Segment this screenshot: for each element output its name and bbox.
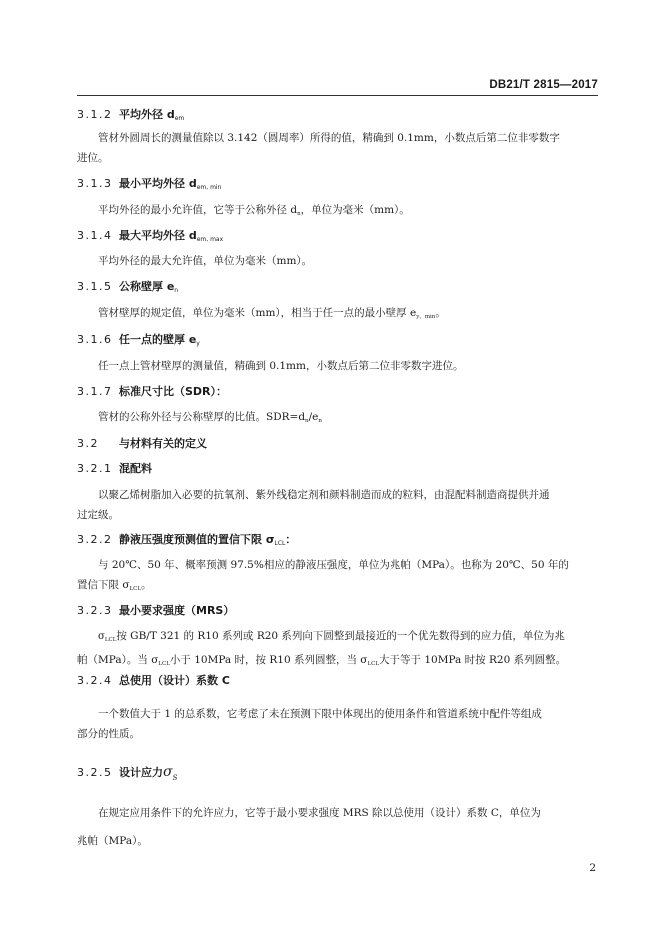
heading-number: 3.2.5 bbox=[77, 766, 113, 779]
paragraph-text: 平均外径的最小允许值，它等于公称外径 d bbox=[98, 204, 298, 216]
paragraph-text: 平均外径的最大允许值，单位为毫米（mm）。 bbox=[98, 255, 313, 267]
paragraph-3-1-5 bbox=[77, 303, 599, 327]
header-divider bbox=[77, 95, 598, 96]
heading-tail: ： bbox=[285, 533, 297, 546]
heading-3-2-4 bbox=[77, 674, 230, 688]
heading-title: 最大平均外径 d bbox=[119, 229, 197, 242]
paragraph-text: 大于等于 10MPa 时按 R20 系列圆整。 bbox=[379, 654, 567, 666]
heading-3-2-3 bbox=[77, 604, 234, 618]
subscript: y，min bbox=[416, 314, 436, 320]
paragraph-3-1-6 bbox=[77, 356, 599, 376]
subscript: n bbox=[318, 418, 322, 424]
standard-code: DB21/T 2815—2017 bbox=[489, 79, 598, 91]
subscript: LCL bbox=[129, 586, 142, 592]
subscript: LCL bbox=[158, 661, 170, 667]
paragraph-text: 小于 10MPa 时，按 R10 系列圆整，当 σ bbox=[169, 654, 368, 666]
heading-subscript: em bbox=[174, 115, 185, 122]
heading-number: 3.2.4 bbox=[77, 674, 113, 687]
heading-3-2 bbox=[77, 437, 207, 451]
paragraph-text: 按 GB/T 321 的 R10 系列或 R20 系列向下圆整到最接近的一个优先数得到的应力值，单位为兆 bbox=[116, 630, 565, 642]
heading-number: 3.2.2 bbox=[77, 533, 113, 546]
sigma-symbol: σ bbox=[98, 631, 105, 642]
paragraph-line: 进位。 bbox=[77, 152, 109, 164]
paragraph-3-2-2 bbox=[77, 555, 599, 599]
heading-title: 公称壁厚 e bbox=[119, 280, 175, 293]
heading-title: 混配料 bbox=[119, 462, 152, 475]
paragraph-line: 过定级。 bbox=[77, 509, 119, 521]
heading-number: 3.1.2 bbox=[77, 108, 113, 121]
heading-number: 3.1.7 bbox=[77, 385, 113, 398]
paragraph-3-1-7 bbox=[77, 407, 599, 431]
heading-subscript: em, min bbox=[196, 184, 222, 191]
paragraph-text: ，单位为毫米（mm）。 bbox=[300, 204, 410, 216]
heading-title: 任一点的壁厚 e bbox=[119, 333, 197, 346]
heading-number: 3.1.3 bbox=[77, 177, 113, 190]
paragraph-text: 管材的公称外径与公称壁厚的比值。SDR=d bbox=[98, 411, 306, 423]
subscript: n bbox=[297, 211, 301, 217]
heading-number: 3.2.3 bbox=[77, 604, 113, 617]
heading-3-1-4 bbox=[77, 229, 223, 247]
subscript: n bbox=[305, 418, 309, 424]
paragraph-3-1-4 bbox=[77, 251, 599, 271]
heading-3-1-2 bbox=[77, 108, 184, 126]
paragraph-text: /e bbox=[308, 411, 319, 423]
paragraph-text: 管材壁厚的规定值，单位为毫米（mm），相当于任一点的最小壁厚 e bbox=[98, 307, 417, 319]
paragraph-text: 置信下限 σ bbox=[77, 579, 130, 591]
paragraph-3-2-5 bbox=[77, 799, 599, 855]
heading-title: 最小平均外径 d bbox=[119, 177, 197, 190]
heading-title: 总使用（设计）系数 C bbox=[119, 674, 230, 687]
page-number: 2 bbox=[589, 862, 596, 874]
paragraph-line: 一个数值大于 1 的总系数，它考虑了未在预测下限中体现出的使用条件和管道系统中配件等组成 bbox=[98, 708, 542, 720]
heading-number: 3.1.4 bbox=[77, 229, 113, 242]
heading-title: 静液压强度预测值的置信下限 σ bbox=[119, 533, 275, 546]
paragraph-text: 帕（MPa）。当 σ bbox=[77, 654, 159, 666]
paragraph-line: 部分的性质。 bbox=[77, 728, 140, 740]
paragraph-3-1-3 bbox=[77, 200, 599, 224]
heading-number: 3.1.5 bbox=[77, 280, 113, 293]
paragraph-text: 。 bbox=[435, 307, 446, 319]
paragraph-line: 兆帕（MPa）。 bbox=[77, 835, 148, 847]
paragraph-3-2-1 bbox=[77, 485, 599, 525]
paragraph-line-2 bbox=[77, 575, 599, 599]
heading-subscript: n bbox=[174, 287, 179, 294]
heading-number: 3.1.6 bbox=[77, 333, 113, 346]
paragraph-line: 在规定应用条件下的允许应力，它等于最小要求强度 MRS 除以总使用（设计）系数 C，单位为 bbox=[98, 807, 541, 819]
heading-subscript: y bbox=[196, 340, 200, 347]
heading-3-1-7 bbox=[77, 385, 227, 399]
heading-3-1-3 bbox=[77, 177, 221, 195]
paragraph-3-2-3 bbox=[77, 626, 599, 674]
sigma-letter: σ bbox=[163, 764, 173, 780]
heading-title: 最小要求强度（MRS） bbox=[119, 604, 235, 617]
heading-3-2-2 bbox=[77, 533, 296, 551]
heading-3-2-5 bbox=[77, 765, 177, 785]
paragraph-line: 管材外圆周长的测量值除以 3.142（圆周率）所得的值，精确到 0.1mm，小数点后第二位非零数字 bbox=[98, 132, 560, 144]
heading-title: 标准尺寸比（SDR）： bbox=[119, 385, 228, 398]
paragraph-text: 。 bbox=[141, 579, 152, 591]
sigma-s-symbol bbox=[163, 764, 177, 780]
paragraph-line-1 bbox=[77, 626, 599, 650]
paragraph-line-2 bbox=[77, 650, 599, 674]
heading-title: 与材料有关的定义 bbox=[119, 437, 207, 450]
heading-3-2-1 bbox=[77, 462, 152, 476]
paragraph-line: 与 20℃、50 年、概率预测 97.5%相应的静液压强度，单位为兆帕（MPa）。也称为 20℃、50 年的 bbox=[98, 559, 569, 571]
paragraph-line: 以聚乙烯树脂加入必要的抗氧剂、紫外线稳定剂和颜料制造而成的粒料，由混配料制造商提供并通 bbox=[98, 489, 550, 501]
heading-3-1-5 bbox=[77, 280, 178, 298]
heading-title: 设计应力 bbox=[119, 766, 163, 779]
heading-number: 3.2.1 bbox=[77, 462, 113, 475]
subscript: LCL bbox=[104, 637, 117, 643]
heading-subscript: em, max bbox=[196, 236, 224, 243]
subscript: LCL bbox=[367, 661, 379, 667]
sigma-subscript: S bbox=[172, 773, 178, 782]
heading-title: 平均外径 d bbox=[119, 108, 175, 121]
heading-3-1-6 bbox=[77, 333, 200, 351]
paragraph-3-2-4 bbox=[77, 704, 599, 744]
paragraph-3-1-2 bbox=[77, 128, 599, 168]
heading-subscript: LCL bbox=[274, 540, 286, 547]
heading-number: 3.2 bbox=[77, 437, 99, 450]
paragraph-text: 任一点上管材壁厚的测量值，精确到 0.1mm，小数点后第二位非零数字进位。 bbox=[98, 360, 464, 372]
